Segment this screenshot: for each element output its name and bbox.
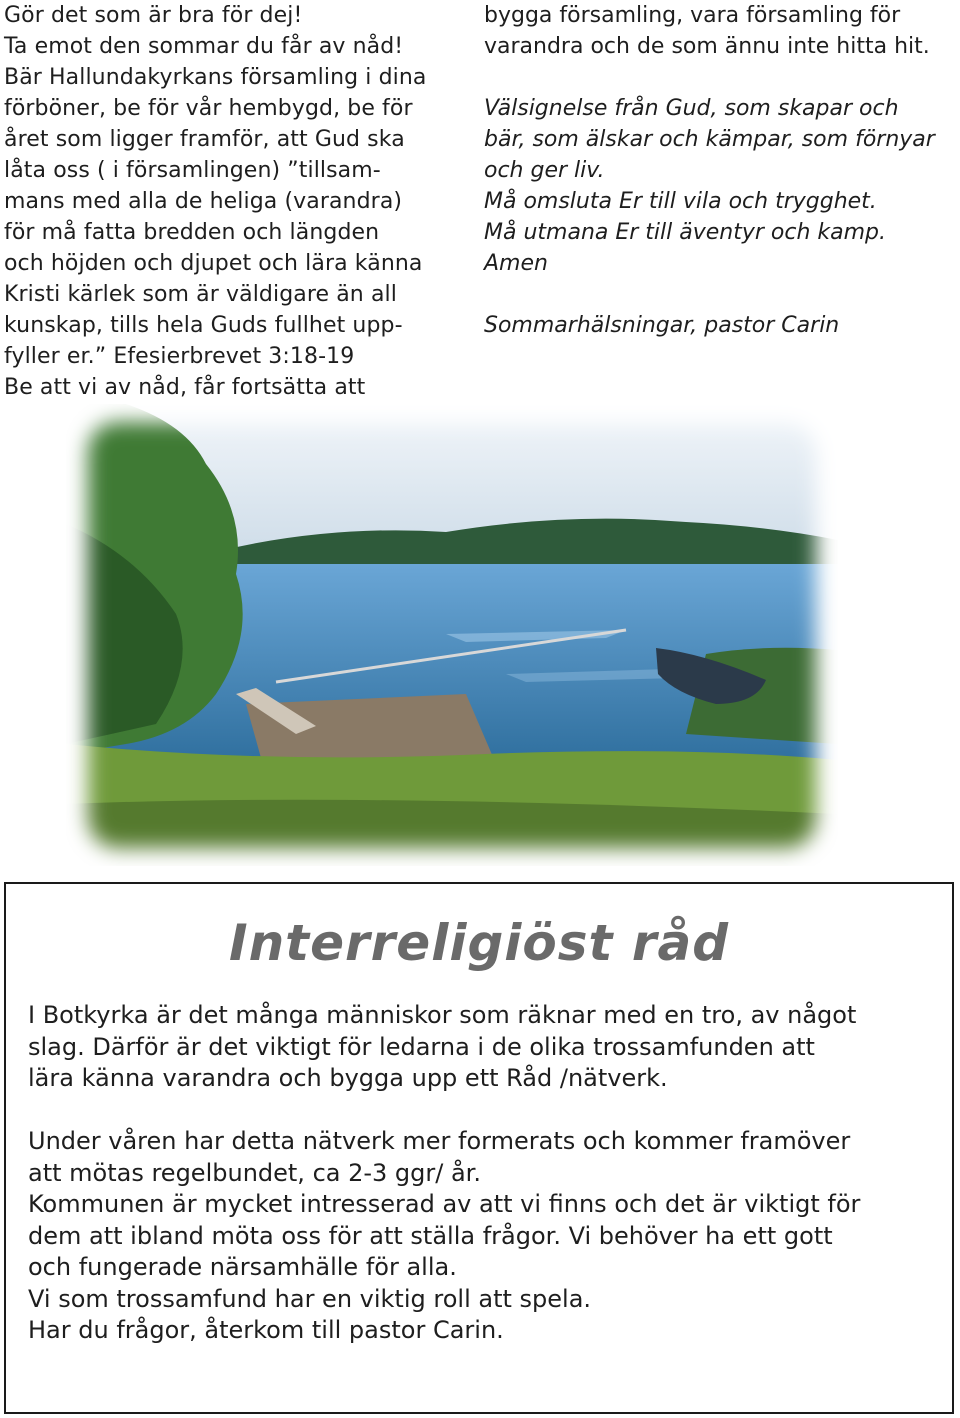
text-line: Be att vi av nåd, får fortsätta att — [4, 375, 366, 400]
info-box — [4, 882, 954, 1414]
spacer — [484, 62, 960, 93]
text-line: fyller er.” Efesierbrevet 3:18-19 — [4, 344, 355, 369]
info-box-body — [28, 1000, 938, 1347]
text-line: Gör det som är bra för dej! — [4, 3, 303, 28]
text-line: lära känna varandra och bygga upp ett Råd /nätverk. — [28, 1064, 668, 1092]
spacer — [28, 1095, 938, 1127]
text-line: bygga församling, vara församling för — [484, 3, 901, 28]
text-line: året som ligger framför, att Gud ska — [4, 127, 405, 152]
text-line: Kommunen är mycket intresserad av att vi finns och det är viktigt för — [28, 1190, 861, 1218]
info-box-title: Interreligiöst råd — [228, 914, 730, 972]
text-line: I Botkyrka är det många människor som räknar med en tro, av något — [28, 1001, 857, 1029]
text-line: slag. Därför är det viktigt för ledarna i de olika trossamfunden att — [28, 1032, 815, 1061]
text-line: Bär Hallundakyrkans församling i dina — [4, 65, 427, 90]
text-line: mans med alla de heliga (varandra) — [4, 189, 403, 214]
signature: Sommarhälsningar, pastor Carin — [484, 313, 840, 338]
blessing-line: Må omsluta Er till vila och trygghet. — [484, 189, 877, 214]
left-column — [4, 0, 444, 403]
lake-photo-illustration — [66, 404, 838, 866]
foreground-grass-dark — [66, 800, 838, 866]
text-line: Vi som trossamfund har en viktig roll att spela. — [28, 1284, 592, 1313]
text-line: låta oss ( i församlingen) ”tillsam- — [4, 158, 381, 183]
text-line: dem att ibland möta oss för att ställa frågor. Vi behöver ha ett gott — [28, 1221, 833, 1250]
text-line: Under våren har detta nätverk mer formerats och kommer framöver — [28, 1127, 851, 1155]
blessing-line: Välsignelse från Gud, som skapar och — [484, 96, 899, 121]
blessing-line: och ger liv. — [484, 158, 605, 183]
blessing-line: bär, som älskar och kämpar, som förnyar — [484, 127, 935, 152]
spacer — [484, 279, 960, 310]
right-column — [484, 0, 960, 341]
text-line: Ta emot den sommar du får av nåd! — [4, 34, 404, 59]
text-line: att mötas regelbundet, ca 2-3 ggr/ år. — [28, 1158, 481, 1187]
blessing-line: Må utmana Er till äventyr och kamp. — [484, 220, 887, 245]
lake-photo — [66, 404, 838, 866]
text-line: varandra och de som ännu inte hitta hit. — [484, 34, 930, 59]
text-line: Kristi kärlek som är väldigare än all — [4, 282, 397, 307]
text-line: kunskap, tills hela Guds fullhet upp- — [4, 313, 403, 338]
text-line: och fungerade närsamhälle för alla. — [28, 1253, 457, 1281]
text-line: för må fatta bredden och längden — [4, 220, 380, 245]
blessing-line: Amen — [484, 251, 548, 276]
text-line: Har du frågor, återkom till pastor Carin. — [28, 1316, 504, 1344]
text-line: förböner, be för vår hembygd, be för — [4, 96, 413, 121]
text-line: och höjden och djupet och lära känna — [4, 251, 423, 276]
